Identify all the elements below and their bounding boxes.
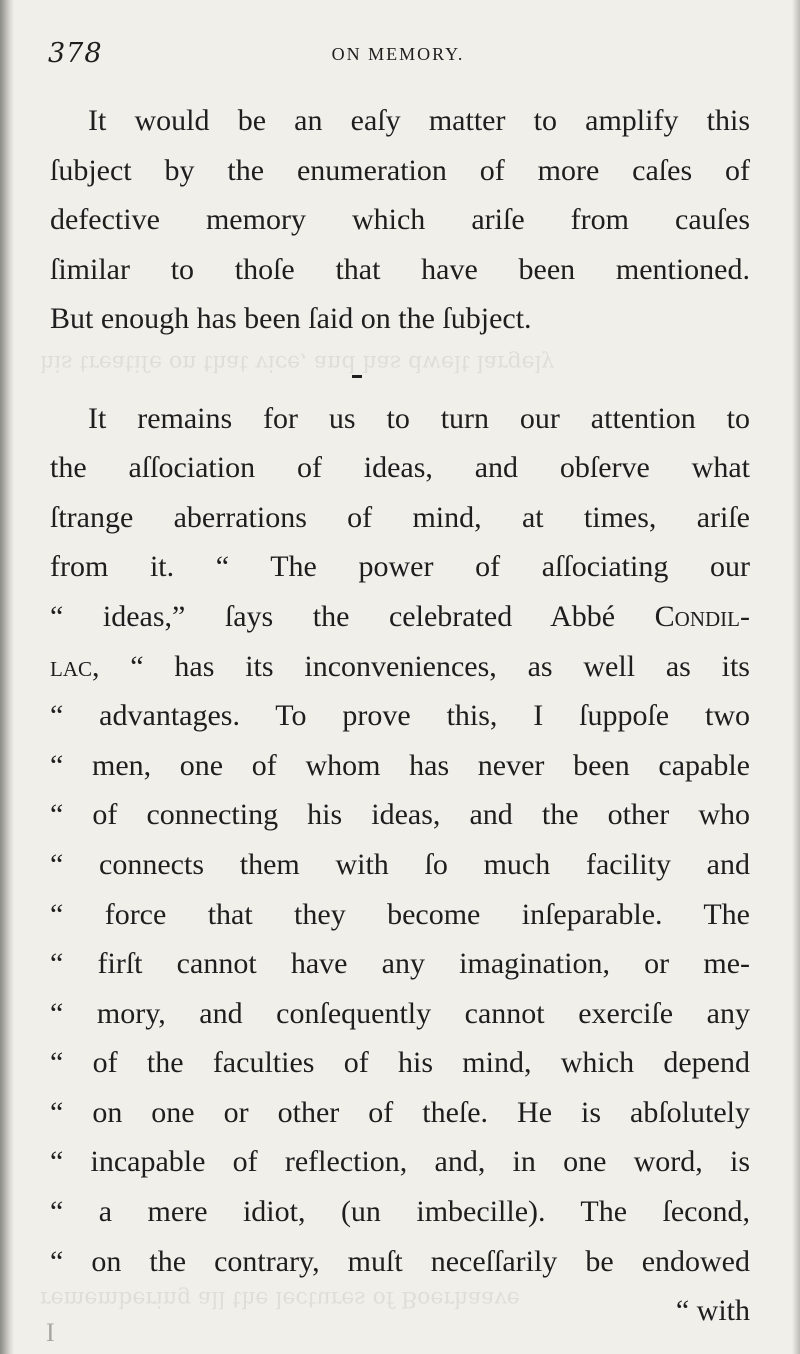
- author-name: lac: [50, 649, 92, 683]
- text-segment: “ ideas,” ſays the celebrated Abbé: [50, 599, 655, 633]
- text-line: ſubject by the enumeration of more caſes of: [50, 153, 750, 187]
- paragraph-gap: [50, 344, 750, 394]
- text-line: “ mory, and conſequently cannot exerciſe any: [50, 996, 750, 1030]
- bleed-through-text: remembering all the lectures of Boerhaave: [40, 1286, 520, 1311]
- text-line: [50, 592, 750, 642]
- text-line: “ on the contrary, muſt neceſſarily be endowed: [50, 1244, 750, 1278]
- text-line: “ advantages. To prove this, I ſuppoſe two: [50, 699, 750, 733]
- page-number: 378: [48, 38, 103, 69]
- text-line: ſimilar to thoſe that have been mentioned.: [50, 252, 750, 286]
- author-name: Condil-: [654, 599, 750, 633]
- text-line: “ firſt cannot have any imagination, or me-: [50, 947, 750, 981]
- text-line: It would be an eaſy matter to amplify this: [88, 104, 750, 137]
- text-line: “ of connecting his ideas, and the other who: [50, 798, 750, 832]
- catchword: “ with: [675, 1294, 750, 1328]
- text-line: ſtrange aberrations of mind, at times, ariſe: [50, 500, 750, 534]
- text-line: the aſſociation of ideas, and obſerve what: [50, 451, 750, 485]
- text-line: “ on one or other of theſe. He is abſolutely: [50, 1095, 750, 1129]
- text-line: It remains for us to turn our attention to: [88, 401, 750, 435]
- bleed-through-text: his treatiſe on that vice, and has dwelt largely: [40, 350, 555, 375]
- text-segment: , “ has its inconveniences, as well as its: [92, 649, 750, 683]
- body-text: [50, 96, 750, 1336]
- text-line: But enough has been ſaid on the ſubject.: [50, 302, 532, 336]
- text-line: “ connects them with ſo much facility and: [50, 847, 750, 881]
- signature-mark: I: [46, 1318, 55, 1347]
- text-line: “ incapable of reflection, and, in one word, is: [50, 1145, 750, 1179]
- running-head: ON MEMORY.: [331, 44, 465, 64]
- text-line: [50, 642, 750, 692]
- text-line: from it. “ The power of aſſociating our: [50, 550, 750, 584]
- text-line: “ men, one of whom has never been capable: [50, 748, 750, 782]
- text-line: “ of the faculties of his mind, which depend: [50, 1046, 750, 1080]
- section-separator: [352, 375, 362, 378]
- text-line: “ a mere idiot, (un imbecille). The ſecond,: [50, 1195, 750, 1229]
- page-header: [48, 38, 748, 82]
- text-line: “ force that they become inſeparable. The: [50, 897, 750, 931]
- text-line: defective memory which ariſe from cauſes: [50, 203, 750, 237]
